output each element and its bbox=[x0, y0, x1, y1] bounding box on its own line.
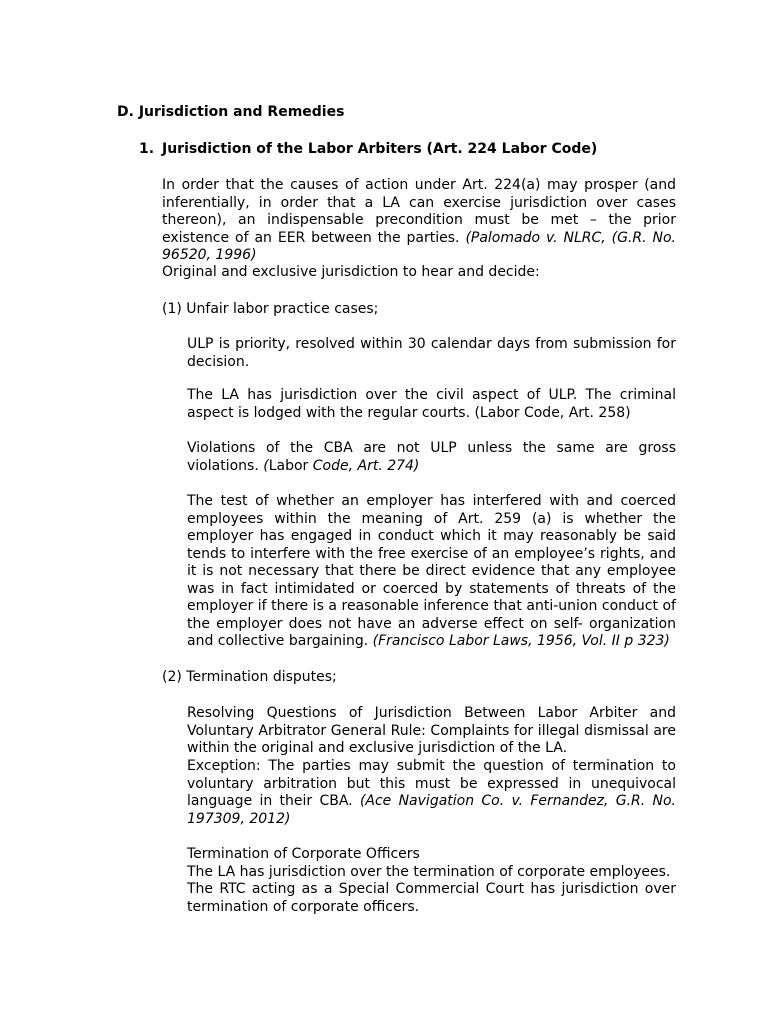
item2-p3-line-2: The RTC acting as a Special Commercial Court has jurisdiction over termination of corporate officers. bbox=[187, 881, 676, 915]
item1-p4-text: The test of whether an employer has interfered with and coerced employees within the meaning of Art. 259 (a) is whether the employer has engaged in conduct which it may reasonably be said tends to interfere with the free exercise of an employee’s rights, and it is not necessary that there be direct evidence that any employee was in fact intimidated or coerced by statements of threats of the employer if there is a reasonable inference that anti-union conduct of the employer does not have an adverse effect on self- organization and collective bargaining. bbox=[187, 493, 676, 649]
item2-paragraph-2 bbox=[187, 758, 676, 828]
section-title: Jurisdiction and Remedies bbox=[138, 104, 345, 120]
section-heading bbox=[117, 104, 344, 122]
item2-p2-citation: (Ace Navigation Co. v. Fernandez, G.R. No. 197309, 2012) bbox=[187, 793, 676, 827]
intro-paragraph bbox=[162, 177, 676, 265]
intro-text: In order that the causes of action under Art. 224(a) may prosper (and inferentially, in order that a LA can exercise jurisdiction over cases thereon), an indispensable precondition must be met – the prior existence of an EER between the parties. bbox=[162, 177, 676, 246]
item1-p3-cite-open: ( bbox=[263, 457, 269, 474]
item2-p3-title: Termination of Corporate Officers bbox=[187, 846, 420, 862]
item2-paragraph-3 bbox=[187, 846, 676, 916]
subsection-title: Jurisdiction of the Labor Arbiters (Art. 224 Labor Code) bbox=[162, 141, 598, 157]
intro-citation: (Palomado v. NLRC, (G.R. No. 96520, 1996) bbox=[162, 229, 676, 263]
item1-p4-citation: (Francisco Labor Laws, 1956, Vol. II p 323) bbox=[372, 633, 670, 649]
item1-p3-cite-italic: Code, Art. 274) bbox=[312, 457, 420, 474]
item1-label: (1) Unfair labor practice cases; bbox=[162, 301, 379, 317]
item2-p2-text: Exception: The parties may submit the question of termination to voluntary arbitration but this must be expressed in unequivocal language in their CBA. bbox=[187, 758, 676, 809]
item1-p3-text: Violations of the CBA are not ULP unless the same are gross violations. bbox=[187, 440, 676, 474]
subsection-number: 1. bbox=[139, 141, 155, 157]
item1-p3-cite-plain: Labor bbox=[268, 457, 313, 474]
section-label: D. bbox=[117, 104, 134, 120]
original-jurisdiction-line: Original and exclusive jurisdiction to hear and decide: bbox=[162, 264, 540, 280]
subsection-heading bbox=[139, 141, 597, 159]
item1-paragraph-4 bbox=[187, 493, 676, 651]
item1-paragraph-3 bbox=[187, 440, 676, 475]
item1-paragraph-1: ULP is priority, resolved within 30 calendar days from submission for decision. bbox=[187, 336, 676, 370]
item2-p3-line-1: The LA has jurisdiction over the termination of corporate employees. bbox=[187, 863, 671, 880]
item1-paragraph-2: The LA has jurisdiction over the civil aspect of ULP. The criminal aspect is lodged with the regular courts. (Labor Code, Art. 258) bbox=[187, 387, 676, 421]
item2-label: (2) Termination disputes; bbox=[162, 669, 337, 685]
item2-paragraph-1: Resolving Questions of Jurisdiction Between Labor Arbiter and Voluntary Arbitrator General Rule: Complaints for illegal dismissal are within the original and exclusive jurisdiction of the LA. bbox=[187, 705, 676, 756]
